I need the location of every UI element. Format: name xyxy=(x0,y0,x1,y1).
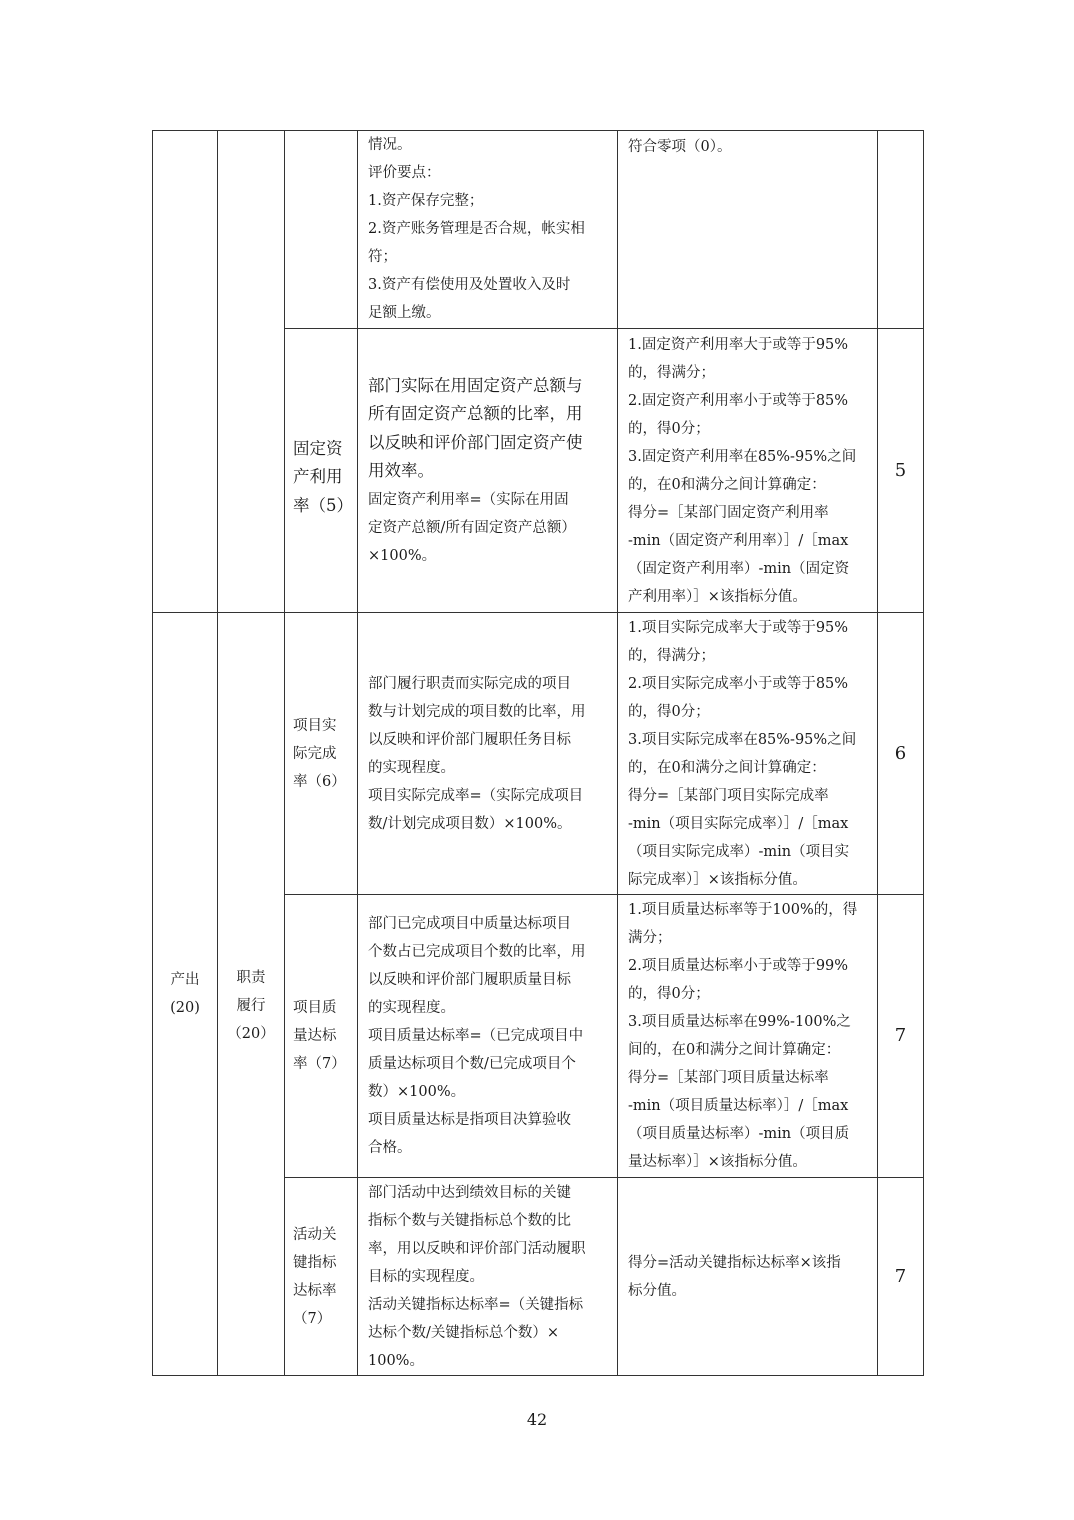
criteria-cell: 1.固定资产利用率大于或等于95% 的，得满分； 2.固定资产利用率小于或等于85% 的，得0分； 3.固定资产利用率在85%-95%之间 的，在0和满分之间计算确定： 得分=［某部门固定资产利用率 -min（固定资产利用率）］/［max （固定资产利用率）-min（固定资 产利用率）］×该指标分值。 xyxy=(618,329,878,613)
table-row xyxy=(153,613,924,895)
indicator-cell: 项目质 量达标 率（7） xyxy=(285,895,358,1178)
criteria-cell: 1.项目实际完成率大于或等于95% 的，得满分； 2.项目实际完成率小于或等于85% 的，得0分； 3.项目实际完成率在85%-95%之间 的，在0和满分之间计算确定： 得分=［某部门项目实际完成率 -min（项目实际完成率）］/［max （项目实际完成率）-min（项目实 际完成率）］×该指标分值。 xyxy=(618,613,878,895)
level2-cell: 职责 履行 （20） xyxy=(218,613,285,1376)
explanation-cell: 部门履行职责而实际完成的项目 数与计划完成的项目数的比率，用 以反映和评价部门履职任务目标 的实现程度。 项目实际完成率=（实际完成项目 数/计划完成项目数）×100%。 xyxy=(358,613,618,895)
score-cell: 6 xyxy=(878,613,924,895)
level1-cell: 产出 (20) xyxy=(153,613,218,1376)
indicator-cell: 固定资 产利用 率（5） xyxy=(285,329,358,613)
evaluation-indicator-table xyxy=(152,130,924,1376)
score-cell: 7 xyxy=(878,1178,924,1376)
explanation-cell: 部门活动中达到绩效目标的关键 指标个数与关键指标总个数的比 率，用以反映和评价部门活动履职 目标的实现程度。 活动关键指标达标率=（关键指标 达标个数/关键指标总个数）× 100%。 xyxy=(358,1178,618,1376)
criteria-cell: 符合零项（0）。 xyxy=(618,131,878,329)
score-cell: 5 xyxy=(878,329,924,613)
level1-cell-empty xyxy=(153,131,218,613)
explanation-cell: 情况。 评价要点： 1.资产保存完整； 2.资产账务管理是否合规，帐实相 符； 3.资产有偿使用及处置收入及时 足额上缴。 xyxy=(358,131,618,329)
explanation-cell: 部门已完成项目中质量达标项目 个数占已完成项目个数的比率，用 以反映和评价部门履职质量目标 的实现程度。 项目质量达标率=（已完成项目中 质量达标项目个数/已完成项目个 数）×100%。 项目质量达标是指项目决算验收 合格。 xyxy=(358,895,618,1178)
table-row xyxy=(153,131,924,329)
criteria-cell: 1.项目质量达标率等于100%的，得 满分； 2.项目质量达标率小于或等于99% 的，得0分； 3.项目质量达标率在99%-100%之 间的，在0和满分之间计算确定： 得分=［某部门项目质量达标率 -min（项目质量达标率）］/［max （项目质量达标率）-min（项目质 量达标率）］×该指标分值。 xyxy=(618,895,878,1178)
page-number: 42 xyxy=(526,1410,548,1429)
indicator-cell: 项目实 际完成 率（6） xyxy=(285,613,358,895)
criteria-cell: 得分=活动关键指标达标率×该指 标分值。 xyxy=(618,1178,878,1376)
score-cell: 7 xyxy=(878,895,924,1178)
explanation-cell: 部门实际在用固定资产总额与 所有固定资产总额的比率，用 以反映和评价部门固定资产使 用效率。 固定资产利用率=（实际在用固 定资产总额/所有固定资产总额） ×100%。 xyxy=(358,329,618,613)
score-cell xyxy=(878,131,924,329)
level2-cell-empty xyxy=(218,131,285,613)
indicator-cell: 活动关 键指标 达标率 （7） xyxy=(285,1178,358,1376)
indicator-cell xyxy=(285,131,358,329)
